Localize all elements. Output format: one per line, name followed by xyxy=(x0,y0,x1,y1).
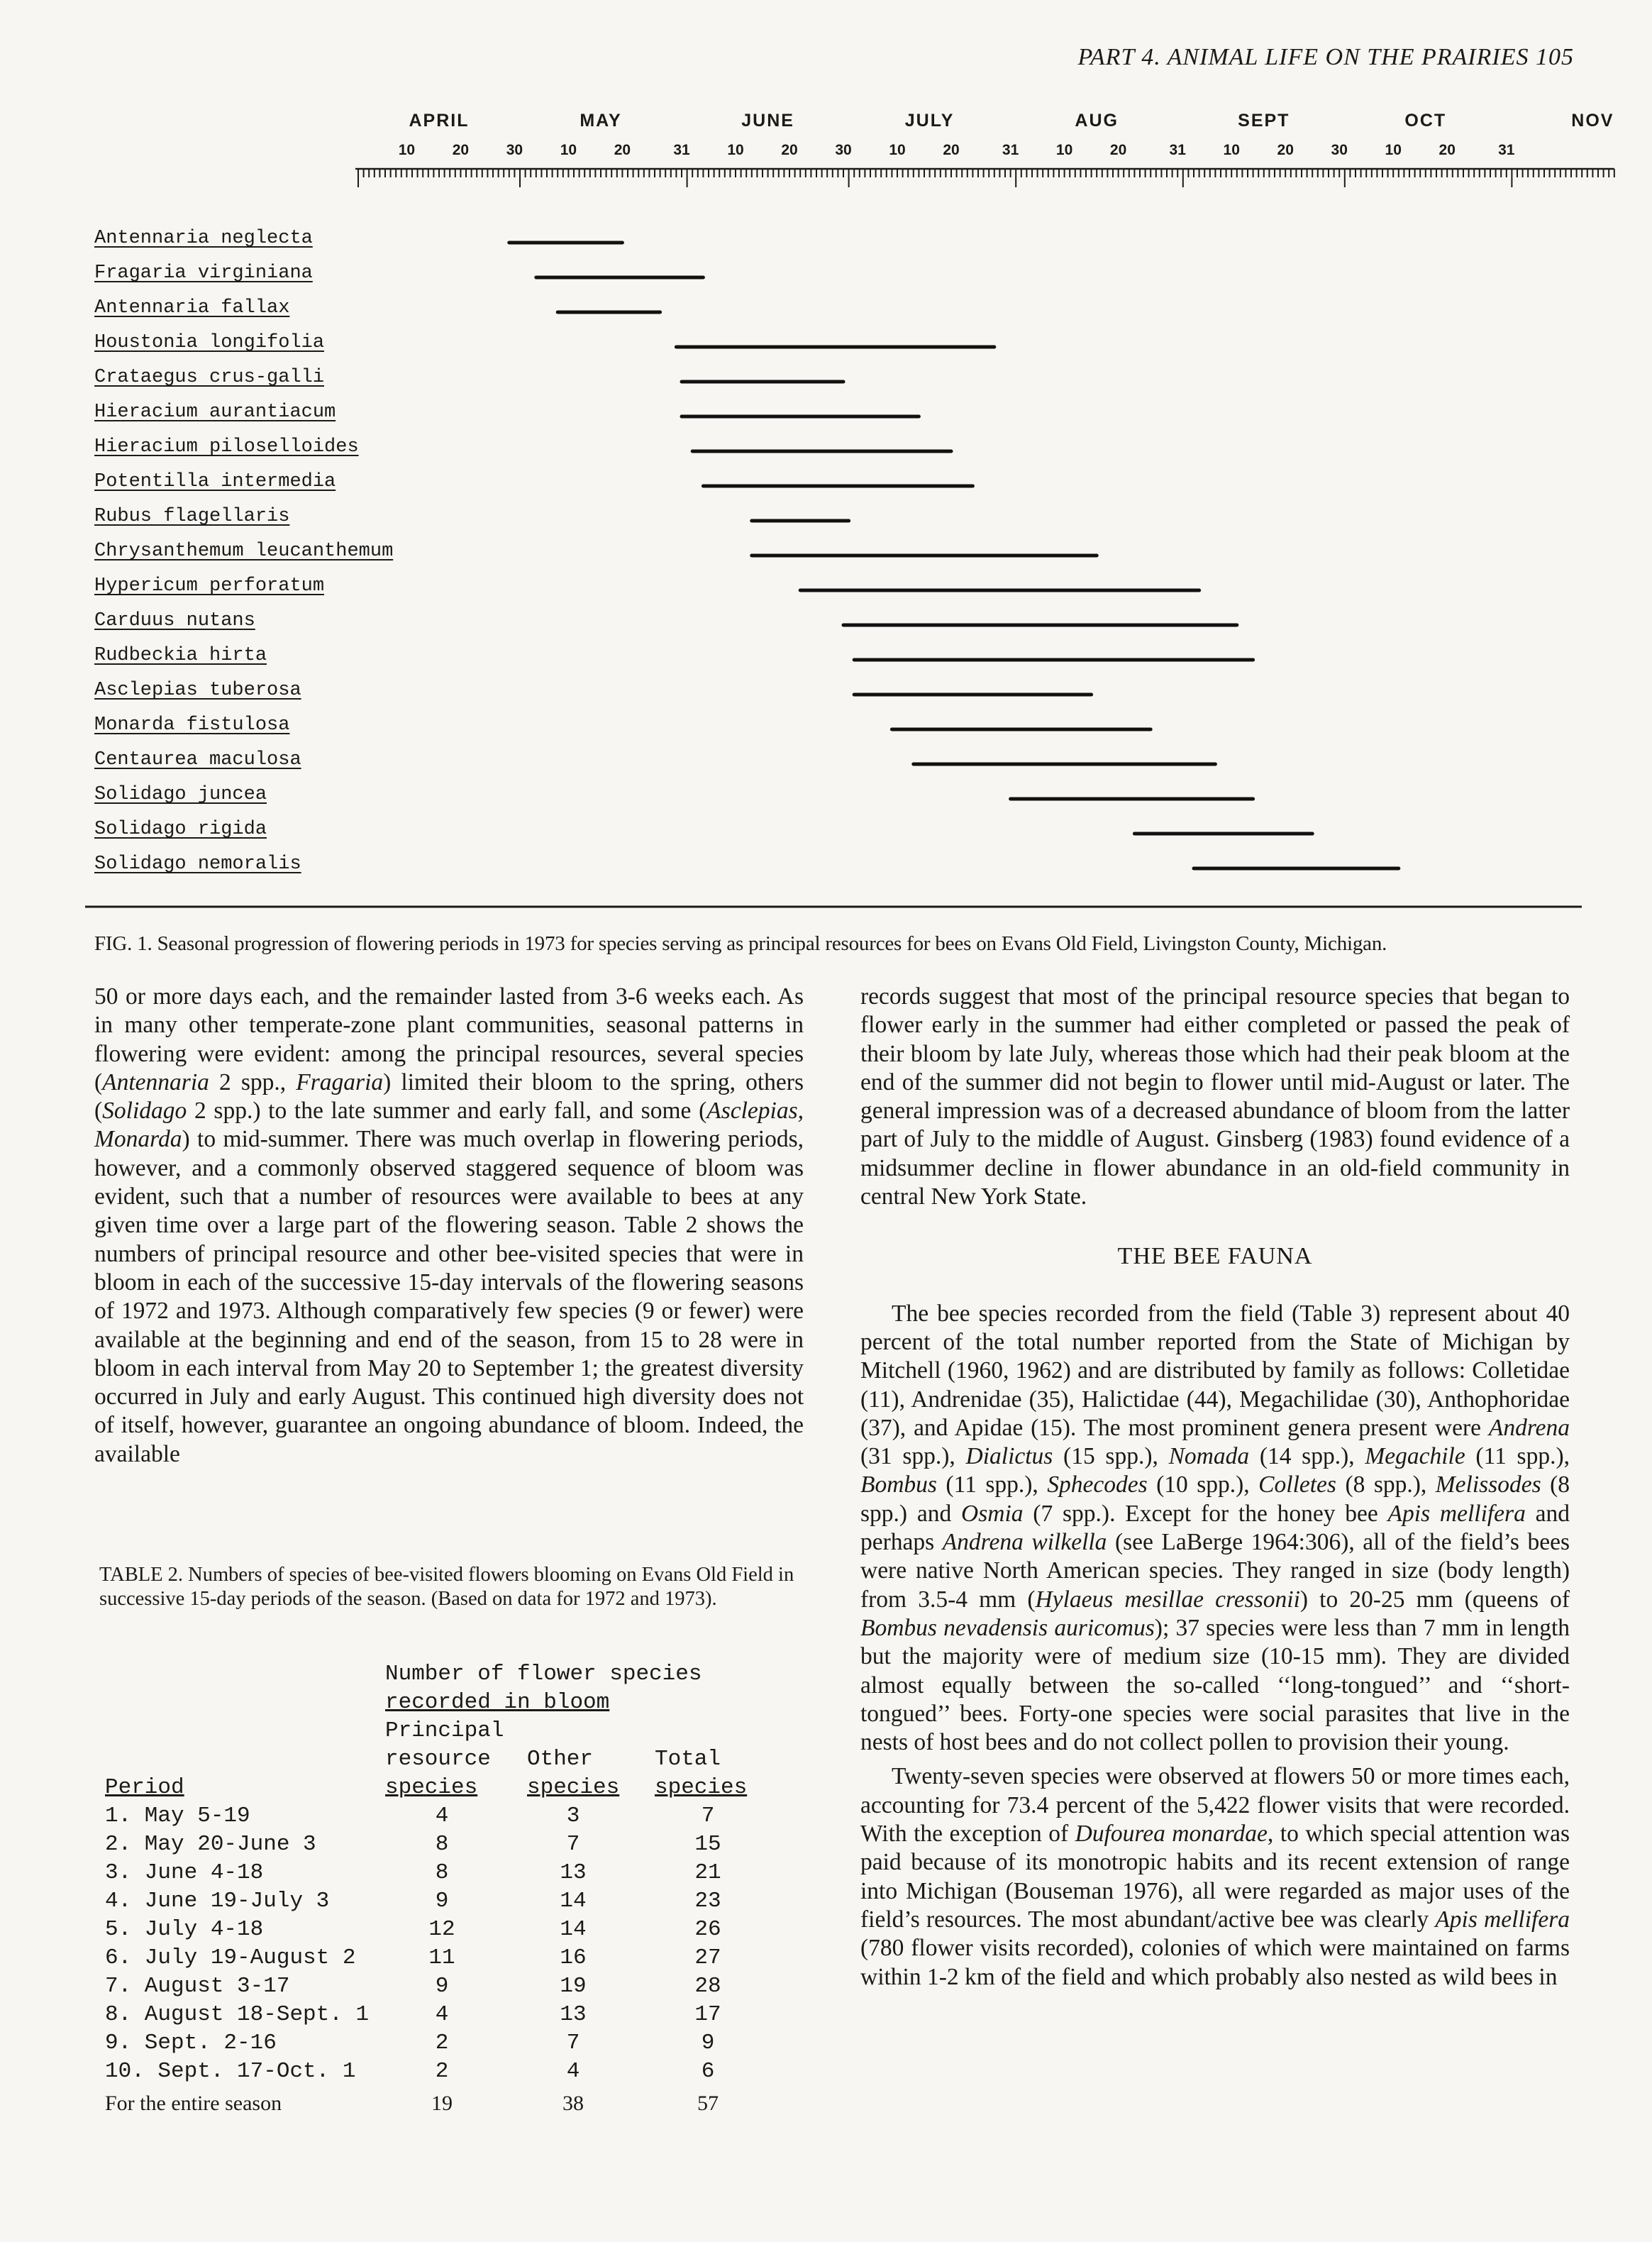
cell-total: 28 xyxy=(694,1974,721,1999)
cell-period: 6. July 19-August 2 xyxy=(105,1945,356,1970)
species-label: Asclepias tuberosa xyxy=(94,680,301,701)
right-paragraph-3: Twenty-seven species were observed at flowers 50 or more times each, accounting for 73.4 percent of the 5,422 flower visits that were recorded. With the exception of Dufourea monardae, to which special attention was paid because of its monotropic habits and its recent extension of range into Michigan (Bouseman 1976), all were regarded as major uses of the field’s resources. The most abundant/active bee was clearly Apis mellifera (780 flower visits recorded), colonies of which were maintained on farms within 1-2 km of the field and which probably also nested as wild bees in xyxy=(860,1763,1570,1990)
col-other-1: Other xyxy=(527,1747,594,1772)
left-column xyxy=(94,983,804,1469)
table-row xyxy=(105,2058,772,2086)
col-period: Period xyxy=(105,1775,184,1800)
day-tick-label: 30 xyxy=(1331,142,1348,158)
species-label: Fragaria virginiana xyxy=(94,263,313,284)
day-tick-label: 31 xyxy=(1169,142,1186,158)
col-total-1: Total xyxy=(655,1747,721,1772)
cell-other: 14 xyxy=(560,1889,587,1914)
day-tick-label: 10 xyxy=(889,142,906,158)
species-label: Rudbeckia hirta xyxy=(94,645,267,666)
month-label: JULY xyxy=(904,111,955,131)
month-label: JUNE xyxy=(741,111,794,131)
month-label: OCT xyxy=(1404,111,1447,131)
species-label: Carduus nutans xyxy=(94,610,255,631)
cell-total: 7 xyxy=(701,1804,715,1828)
cell-total: 17 xyxy=(694,2002,721,2027)
cell-other: 19 xyxy=(560,1974,587,1999)
species-label: Houstonia longifolia xyxy=(94,332,325,353)
figure-caption: FIG. 1. Seasonal progression of flowering periods in 1973 for species serving as principal resources for bees on Evans Old Field, Livingston County, Michigan. xyxy=(94,932,1387,955)
table-row xyxy=(105,1887,772,1916)
species-label: Antennaria neglecta xyxy=(94,228,313,249)
cell-total: 27 xyxy=(694,1945,721,1970)
right-paragraph-1: records suggest that most of the principal resource species that began to flower early in the summer had either completed or passed the peak of their bloom by late July, whereas those which had their peak bloom at the end of the summer did not begin to flower until mid-August or later. The general impression was of a decreased abundance of bloom from the latter part of July to the middle of August. Ginsberg (1983) found evidence of a midsummer decline in flower abundance in an old-field community in central New York State. xyxy=(860,983,1570,1210)
running-head: PART 4. ANIMAL LIFE ON THE PRAIRIES 105 xyxy=(1077,44,1574,70)
cell-principal: 4 xyxy=(435,2002,449,2027)
cell-period: 8. August 18-Sept. 1 xyxy=(105,2002,370,2027)
table-row xyxy=(105,1830,772,1859)
species-label: Centaurea maculosa xyxy=(94,749,301,771)
cell-other: 14 xyxy=(560,1917,587,1942)
day-tick-label: 10 xyxy=(1055,142,1073,158)
day-tick-label: 20 xyxy=(452,142,470,158)
cell-other: 13 xyxy=(560,1860,587,1885)
cell-principal: 9 xyxy=(435,1889,449,1914)
day-tick-label: 20 xyxy=(614,142,631,158)
cell-period: 7. August 3-17 xyxy=(105,1974,290,1999)
cell-principal: 12 xyxy=(428,1917,455,1942)
day-tick-label: 30 xyxy=(835,142,852,158)
col-total-2: species xyxy=(655,1775,748,1800)
species-label: Antennaria fallax xyxy=(94,297,290,319)
col-principal-1: Principal xyxy=(385,1718,504,1743)
cell-other: 4 xyxy=(566,2059,580,2084)
day-tick-label: 31 xyxy=(1002,142,1019,158)
species-label: Solidago rigida xyxy=(94,819,267,840)
total-principal: 19 xyxy=(431,2092,453,2115)
species-label: Monarda fistulosa xyxy=(94,714,290,736)
col-principal-2: resource xyxy=(385,1747,491,1772)
cell-period: 9. Sept. 2-16 xyxy=(105,2031,277,2055)
species-rows xyxy=(94,228,1399,875)
cell-principal: 4 xyxy=(435,1804,449,1828)
day-tick-labels xyxy=(399,142,1515,158)
cell-period: 5. July 4-18 xyxy=(105,1917,264,1942)
month-label: MAY xyxy=(580,111,622,131)
species-label: Potentilla intermedia xyxy=(94,471,336,492)
day-tick-label: 31 xyxy=(1498,142,1515,158)
total-other: 38 xyxy=(562,2092,584,2115)
cell-principal: 8 xyxy=(435,1832,449,1857)
total-period: For the entire season xyxy=(105,2092,282,2115)
species-label: Solidago nemoralis xyxy=(94,854,301,875)
total-total: 57 xyxy=(697,2092,719,2115)
day-tick-label: 10 xyxy=(560,142,577,158)
month-labels xyxy=(409,111,1614,131)
day-tick-label: 20 xyxy=(1277,142,1294,158)
species-label: Hypericum perforatum xyxy=(94,575,325,597)
cell-other: 13 xyxy=(560,2002,587,2027)
table-row xyxy=(105,1802,772,1830)
cell-period: 4. June 19-July 3 xyxy=(105,1889,330,1914)
species-label: Hieracium aurantiacum xyxy=(94,402,336,423)
cell-total: 21 xyxy=(694,1860,721,1885)
month-label: APRIL xyxy=(409,111,470,131)
day-tick-label: 10 xyxy=(398,142,416,158)
cell-total: 6 xyxy=(701,2059,715,2084)
table-row xyxy=(105,1859,772,1887)
group-header-line1: Number of flower species xyxy=(385,1662,702,1686)
table-row xyxy=(105,2001,772,2029)
cell-principal: 9 xyxy=(435,1974,449,1999)
day-tick-label: 10 xyxy=(1223,142,1240,158)
day-tick-label: 20 xyxy=(1438,142,1456,158)
species-label: Solidago juncea xyxy=(94,784,267,805)
left-paragraph: 50 or more days each, and the remainder lasted from 3-6 weeks each. As in many other temperate-zone plant communities, seasonal patterns in flowering were evident: among the principal resources, several species (Antennaria 2 spp., Fragaria) limited their bloom to the spring, others (Solidago 2 spp.) to the late summer and early fall, and some (Asclepias, Monarda) to mid-summer. There was much overlap in flowering periods, however, and a commonly observed staggered sequence of bloom was evident, such that a number of resources were available to bees at any given time over a large part of the flowering season. Table 2 shows the numbers of principal resource and other bee-visited species that were in bloom in each of the successive 15-day intervals of the flowering seasons of 1972 and 1973. Although comparatively few species (9 or fewer) were available at the beginning and end of the season, from 15 to 28 were in bloom in each interval from May 20 to September 1; the greatest diversity occurred in July and early August. This continued high diversity does not of itself, however, guarantee an ongoing abundance of bloom. Indeed, the available xyxy=(94,983,804,1467)
cell-period: 1. May 5-19 xyxy=(105,1804,250,1828)
species-label: Hieracium piloselloides xyxy=(94,436,359,458)
table-total-row xyxy=(105,2089,772,2118)
section-heading: THE BEE FAUNA xyxy=(1117,1243,1313,1270)
day-tick-label: 10 xyxy=(1385,142,1402,158)
day-tick-label: 31 xyxy=(673,142,690,158)
species-label: Rubus flagellaris xyxy=(94,506,290,527)
group-header-line2: recorded in bloom xyxy=(385,1690,610,1715)
col-principal-3: species xyxy=(385,1775,478,1800)
cell-period: 3. June 4-18 xyxy=(105,1860,264,1885)
cell-period: 10. Sept. 17-Oct. 1 xyxy=(105,2059,356,2084)
day-tick-label: 20 xyxy=(781,142,798,158)
month-label: NOV xyxy=(1571,111,1614,131)
cell-principal: 2 xyxy=(435,2059,449,2084)
day-tick-label: 20 xyxy=(1109,142,1127,158)
flowering-chart xyxy=(0,0,1652,922)
cell-total: 23 xyxy=(694,1889,721,1914)
month-label: SEPT xyxy=(1238,111,1290,131)
species-label: Crataegus crus-galli xyxy=(94,367,325,388)
cell-other: 7 xyxy=(566,1832,580,1857)
species-label: Chrysanthemum leucanthemum xyxy=(94,541,394,562)
cell-principal: 11 xyxy=(428,1945,455,1970)
cell-principal: 8 xyxy=(435,1860,449,1885)
day-tick-label: 30 xyxy=(506,142,523,158)
cell-total: 9 xyxy=(701,2031,715,2055)
right-column xyxy=(860,983,1570,1992)
table-row xyxy=(105,1972,772,2001)
cell-other: 3 xyxy=(566,1804,580,1828)
right-paragraph-2: The bee species recorded from the field (Table 3) represent about 40 percent of the total number reported from the State of Michigan by Mitchell (1960, 1962) and are distributed by family as follows: Colletidae (11), Andrenidae (35), Halictidae (44), Megachilidae (30), Anthophoridae (37), and Apidae (15). The most prominent genera present were Andrena (31 spp.), Dialictus (15 spp.), Nomada (14 spp.), Megachile (11 spp.), Bombus (11 spp.), Sphecodes (10 spp.), Colletes (8 spp.), Melissodes (8 spp.) and Osmia (7 spp.). Except for the honey bee Apis mellifera and perhaps Andrena wilkella (see LaBerge 1964:306), all of the field’s bees were native North American species. They ranged in size (body length) from 3.5-4 mm (Hylaeus mesillae cressonii) to 20-25 mm (queens of Bombus nevadensis auricomus); 37 species were less than 7 mm in length but the majority were of medium size (10-15 mm). They are divided almost equally between the so-called ‘‘long-tongued’’ and ‘‘short-tongued’’ bees. Forty-one species were social parasites that live in the nests of host bees and do not collect pollen to provision their young. xyxy=(860,1300,1570,1756)
table-caption: TABLE 2. Numbers of species of bee-visited flowers blooming on Evans Old Field in successive 15-day periods of the season. (Based on data for 1972 and 1973). xyxy=(99,1564,794,1610)
table-row xyxy=(105,2029,772,2058)
day-tick-label: 20 xyxy=(943,142,960,158)
table-row xyxy=(105,1944,772,1972)
col-other-2: species xyxy=(527,1775,620,1800)
table-row xyxy=(105,1916,772,1944)
axis-ticks xyxy=(355,169,1614,187)
day-tick-label: 10 xyxy=(727,142,744,158)
cell-total: 15 xyxy=(694,1832,721,1857)
cell-total: 26 xyxy=(694,1917,721,1942)
month-label: AUG xyxy=(1075,111,1119,131)
cell-period: 2. May 20-June 3 xyxy=(105,1832,316,1857)
cell-other: 16 xyxy=(560,1945,587,1970)
cell-other: 7 xyxy=(566,2031,580,2055)
cell-principal: 2 xyxy=(435,2031,449,2055)
